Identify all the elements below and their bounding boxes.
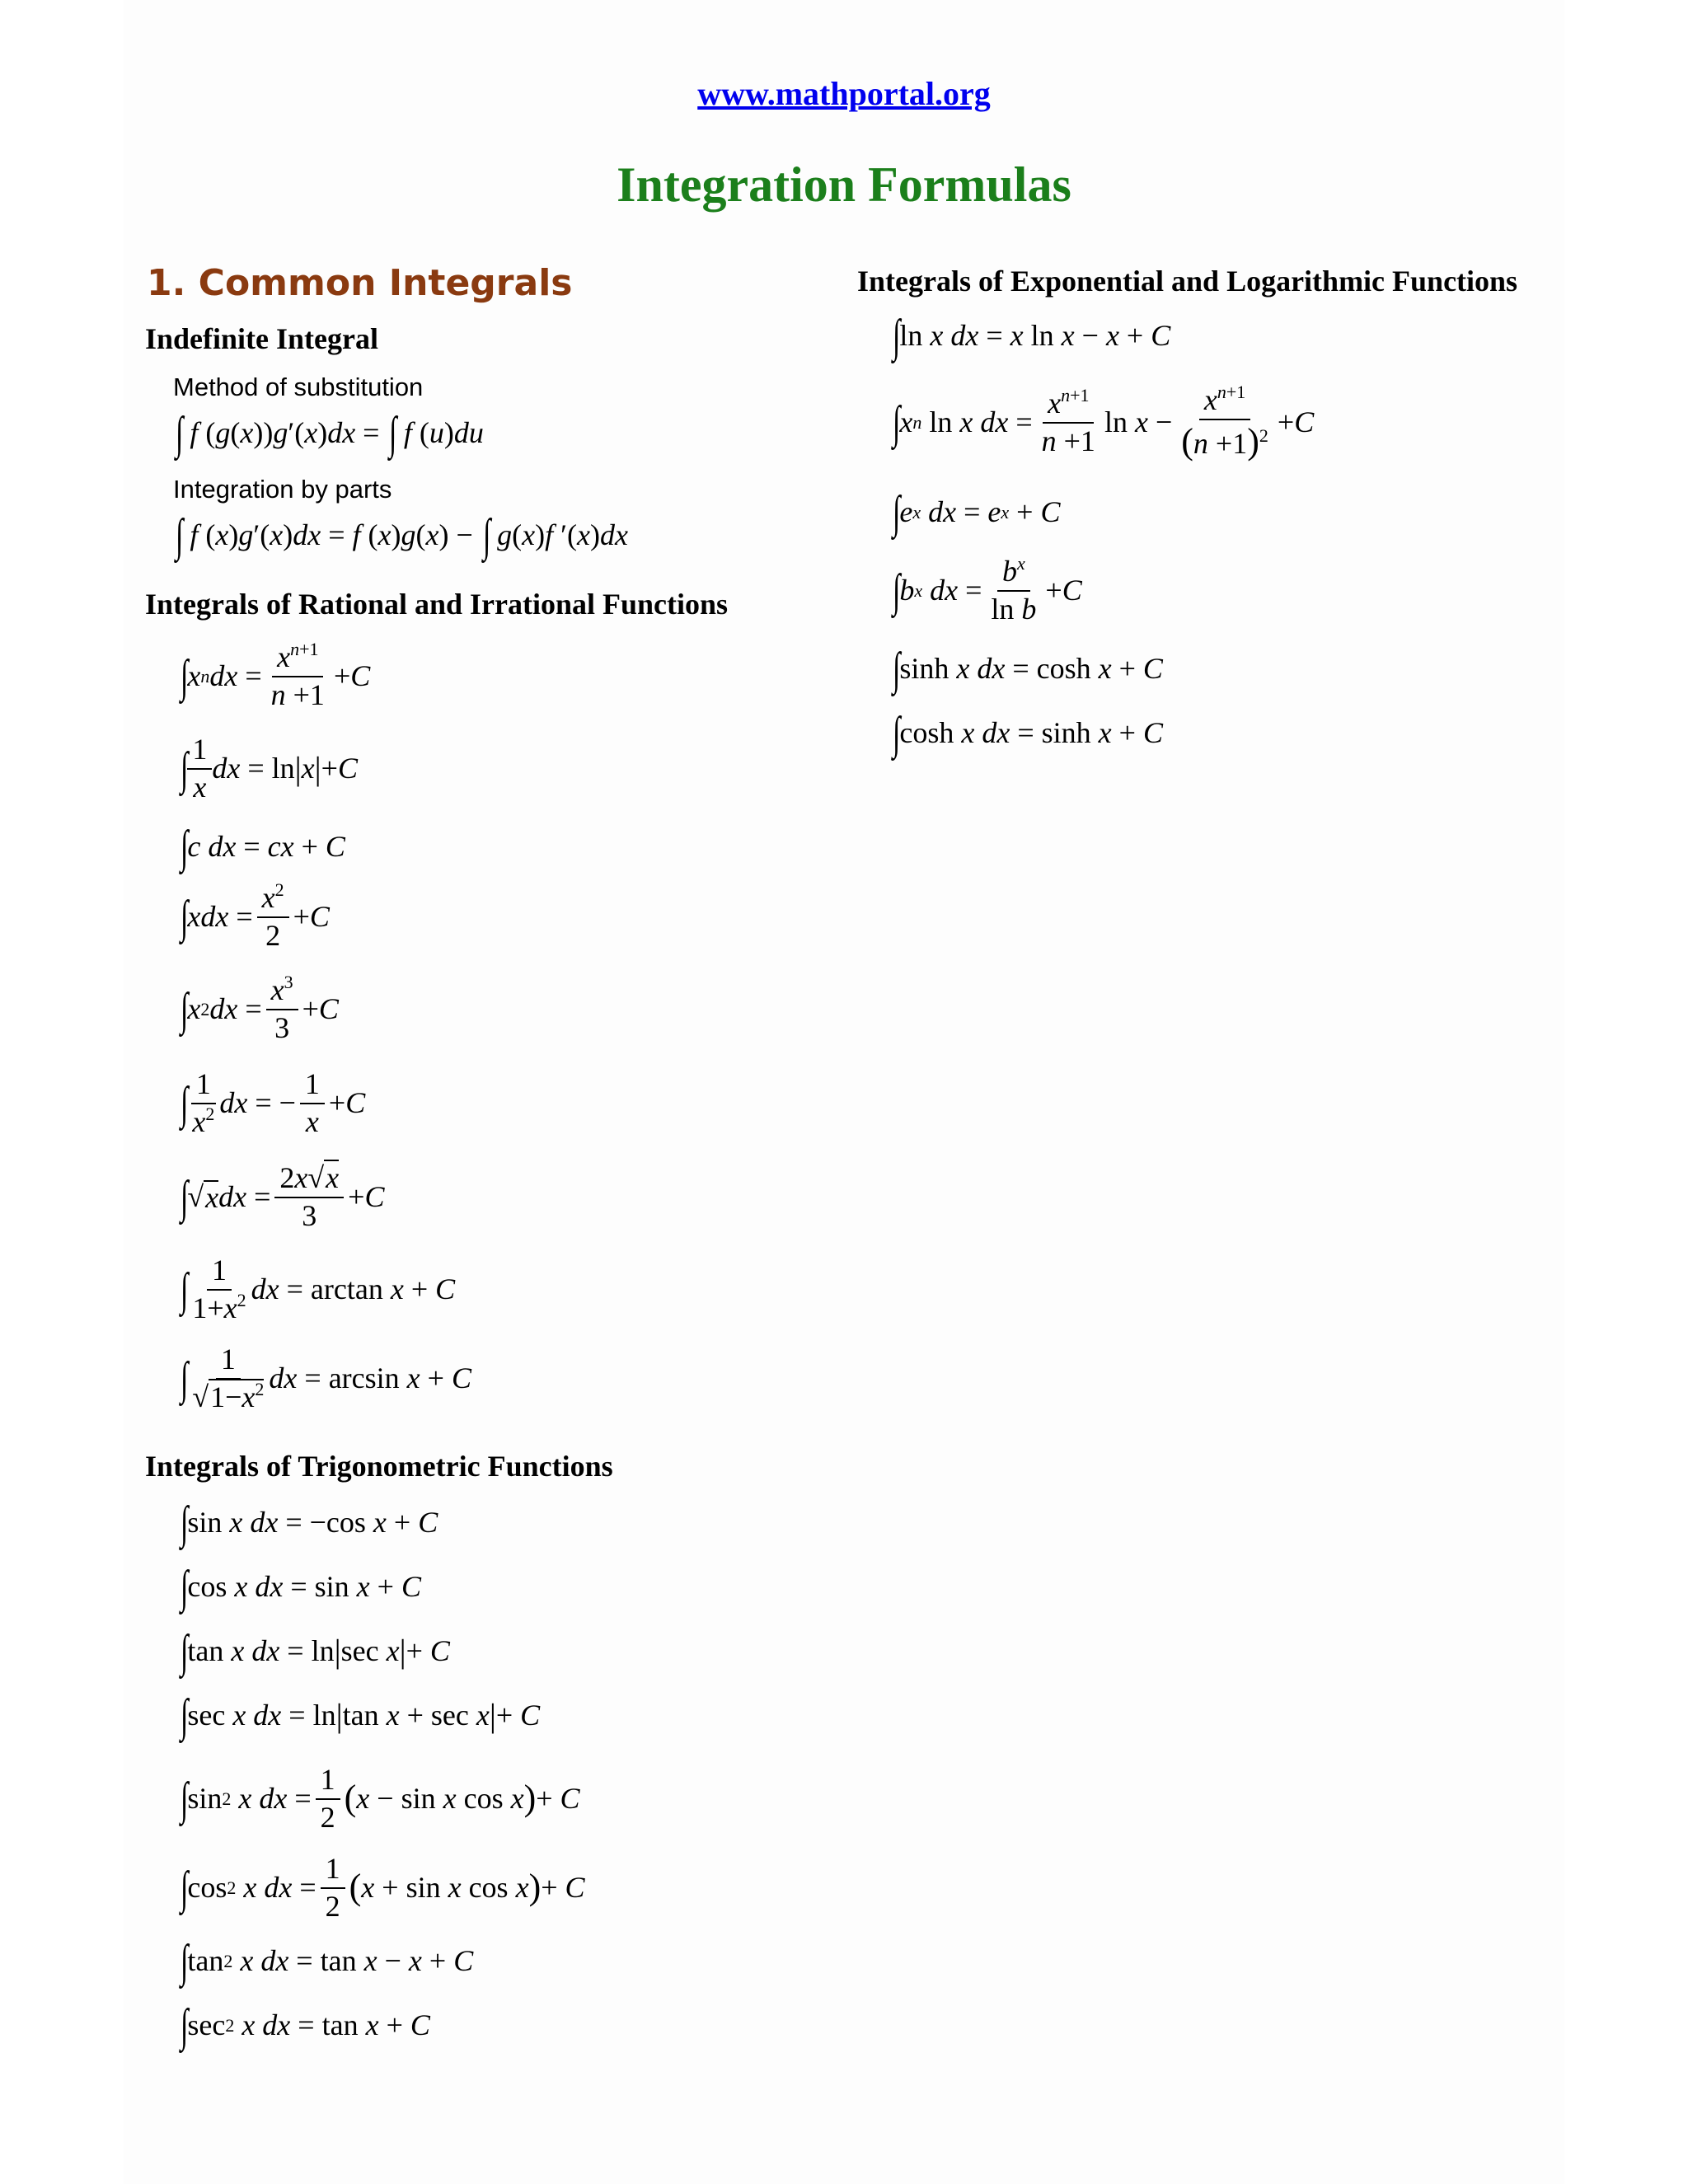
formula-inverse-square: ∫ $\frac{1}{x^2}$ dx = − $\frac{1}{x}$ + C — [180, 1067, 366, 1138]
formula-arctan: ∫ $\frac{1}{1+x^2}$ dx = arctan x + C — [180, 1254, 456, 1324]
section-title: 1. Common Integrals — [147, 262, 573, 304]
formula-tan-squared: ∫ tan 2 x dx = tan x − x + C — [180, 1936, 474, 1987]
formula-constant: ∫ c dx = cx + C — [180, 822, 345, 873]
formula-sin: ∫ sin x dx = −cos x + C — [180, 1497, 438, 1549]
formula-sin-squared: ∫ sin 2 x dx = $\frac{1}{2}$ ( x − sin x cos x ) + C — [180, 1763, 580, 1834]
trig-heading: Integrals of Trigonometric Functions — [145, 1450, 613, 1483]
indefinite-heading: Indefinite Integral — [145, 322, 378, 355]
page-title: Integration Formulas — [617, 157, 1071, 212]
formula-parts: ∫ f ( x ) g ′( x ) dx = f ( x ) g ( x ) − ∫ g ( x ) f ′( x ) dx — [175, 510, 628, 561]
formula-exp: ∫ e x dx = e x + C — [892, 487, 1061, 538]
formula-power: ∫ x n dx = $\frac{x^{n+1}}{n +1}$ + C — [180, 639, 371, 711]
formula-arcsin: ∫ $\frac{1}{√1-x^2}$ dx = arcsin x + C — [180, 1343, 471, 1413]
formula-tan: ∫ tan x dx = ln | sec x | + C — [180, 1626, 450, 1677]
formula-sec-squared: ∫ sec 2 x dx = tan x + C — [180, 2000, 430, 2051]
rational-heading: Integrals of Rational and Irrational Functions — [145, 588, 729, 621]
formula-x-squared: ∫ x 2 dx = $\frac{x^3}{3}$ + C — [180, 972, 339, 1044]
formula-xn-ln: ∫ x n ln x dx = $\frac{x^{n+1}}{n +1}$ ln x − $\frac{x^{n+1}}{(n +1)^2}$ + C — [892, 382, 1315, 462]
formula-cos-squared: ∫ cos 2 x dx = $\frac{1}{2}$ ( x + sin x cos x ) + C — [180, 1852, 585, 1923]
formula-cosh: ∫ cosh x dx = sinh x + C — [892, 708, 1163, 759]
site-link[interactable]: www.mathportal.org — [697, 75, 991, 112]
formula-bx: ∫ b x dx = $\frac{b^x}{\text{ln b}}$ + C — [892, 553, 1082, 626]
substitution-label: Method of substitution — [173, 373, 424, 401]
formula-ln: ∫ ln x dx = x ln x − x + C — [892, 311, 1171, 362]
formula-sqrt: ∫ √ x dx = $\frac{2x√x}{3}$ + C — [180, 1161, 385, 1232]
parts-label: Integration by parts — [173, 475, 392, 504]
formula-cos: ∫ cos x dx = sin x + C — [180, 1562, 421, 1613]
formula-sec: ∫ sec x dx = ln | tan x + sec x | + C — [180, 1690, 541, 1741]
formula-reciprocal: ∫ $\frac{1}{x}$ dx = ln | x | + C — [180, 733, 358, 804]
formula-substitution: ∫ f ( g ( x )) g ′( x ) dx = ∫ f ( u ) du — [175, 408, 484, 459]
formula-sinh: ∫ sinh x dx = cosh x + C — [892, 644, 1163, 695]
formula-x: ∫ xdx = $\frac{x^2}{2}$ + C — [180, 879, 330, 952]
explog-heading: Integrals of Exponential and Logarithmic Functions — [857, 265, 1518, 298]
